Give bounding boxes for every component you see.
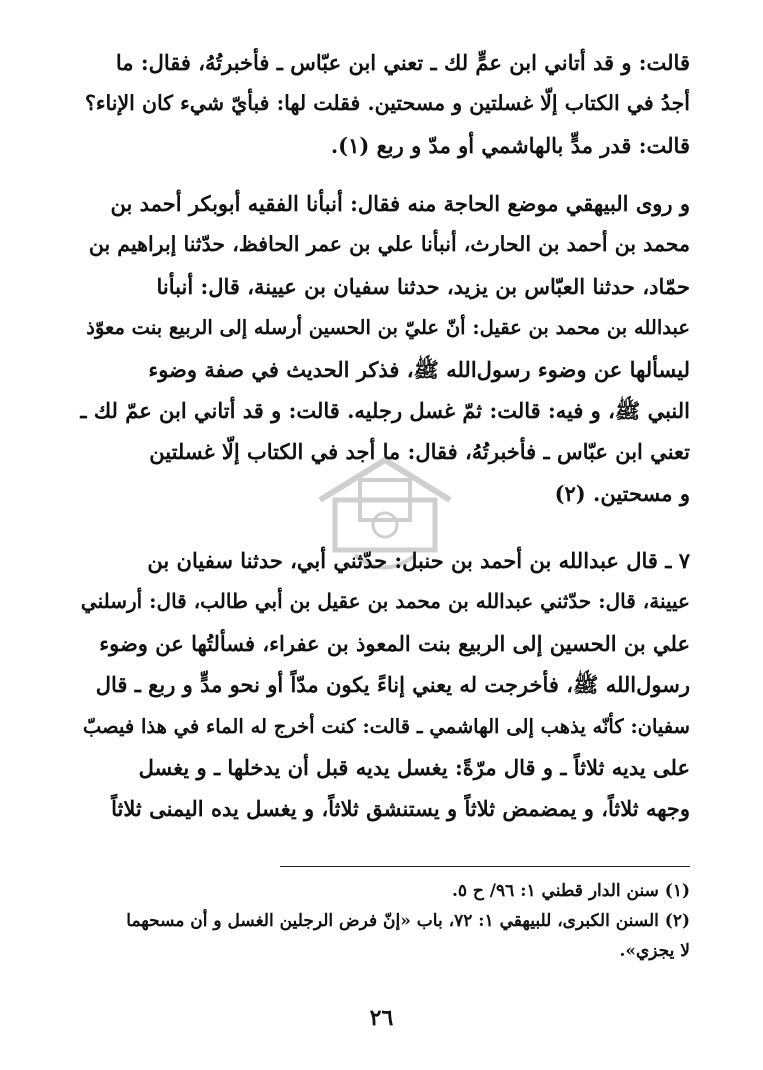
paragraph-bayhaqi-narration [78, 183, 690, 514]
footnote-line: (١) سنن الدار قطني ١: ٩٦/ ح ٥. [451, 881, 690, 901]
text-line: عبدالله بن محمد بن عقيل: أنّ عليّ بن الحسين أرسله إلى الربيع بنت معوّذ [86, 316, 690, 340]
text-line: ليسألها عن وضوء رسول‌الله ﷺ، فذكر الحديث في صفة وضوء [148, 356, 690, 382]
footnote-line: (٢) السنن الكبرى، للبيهقي ١: ٧٢، باب «إنّ فرض الرجلين الغسل و أن مسحهما [126, 911, 690, 931]
paragraph-narration-end [78, 42, 690, 166]
text-line: رسول‌الله ﷺ، فأخرجت له يعني إناءً يكون مدّاً أو نحو مدٍّ و ربع ـ قال [95, 672, 690, 698]
text-line: قالت: و قد أتاني ابن عمٍّ لك ـ تعني ابن عبّاس ـ فأخبرتُهُ، فقال: ما [115, 50, 690, 75]
page-number: ٢٦ [369, 1005, 394, 1031]
footnotes [78, 876, 690, 966]
text-line: ٧ ـ قال عبدالله بن أحمد بن حنبل: حدّثني أبي، حدثنا سفيان بن [147, 548, 690, 573]
footnote-line: لا يجزي». [619, 941, 690, 961]
text-line: سفيان: كأنّه يذهب إلى الهاشمي ـ قالت: كنت أخرج له الماء في هذا فيصبّ [82, 714, 690, 738]
paragraph-hadith-7 [78, 540, 690, 830]
text-line: على يديه ثلاثاً ـ و قال مرّةً: يغسل يديه قبل أن يدخلها ـ و يغسل [138, 754, 690, 780]
footnote-divider [280, 866, 690, 867]
text-line: تعني ابن عبّاس ـ فأخبرتُهُ، فقال: ما أجد في الكتاب إلّا غسلتين [149, 439, 690, 465]
text-line: عيينة، قال: حدّثني عبدالله بن محمد بن عقيل بن أبي طالب، قال: أرسلني [80, 589, 690, 614]
text-line: أجدُ في الكتاب إلّا غسلتين و مسحتين. فقلت لها: فبأيّ شيء كان الإناء؟ [84, 91, 690, 116]
text-line: و مسحتين. (٢) [554, 480, 690, 506]
text-line: قالت: قدر مدٍّ بالهاشمي أو مدّ و ربع (١). [330, 132, 690, 158]
text-line: محمد بن أحمد بن الحارث، أنبأنا علي بن عمر الحافظ، حدّثنا إبراهيم بن [88, 232, 690, 257]
text-line: علي بن الحسين إلى الربيع بنت المعوذ بن عفراء، فسألتُها عن وضوء [99, 630, 690, 656]
text-line: وجهه ثلاثاً، و يمضمض ثلاثاً و يستنشق ثلاثاً، و يغسل يده اليمنى ثلاثاً [111, 796, 690, 822]
text-line: النبي ﷺ، و فيه: قالت: ثمّ غسل رجليه. قالت: و قد أتاني ابن عمّ لك ـ [80, 397, 690, 423]
text-line: حمّاد، حدثنا العبّاس بن يزيد، حدثنا سفيان بن عيينة، قال: أنبأنا [156, 273, 690, 299]
text-line: و روى البيهقي موضع الحاجة منه فقال: أنبأنا الفقيه أبوبكر أحمد بن [110, 191, 690, 216]
